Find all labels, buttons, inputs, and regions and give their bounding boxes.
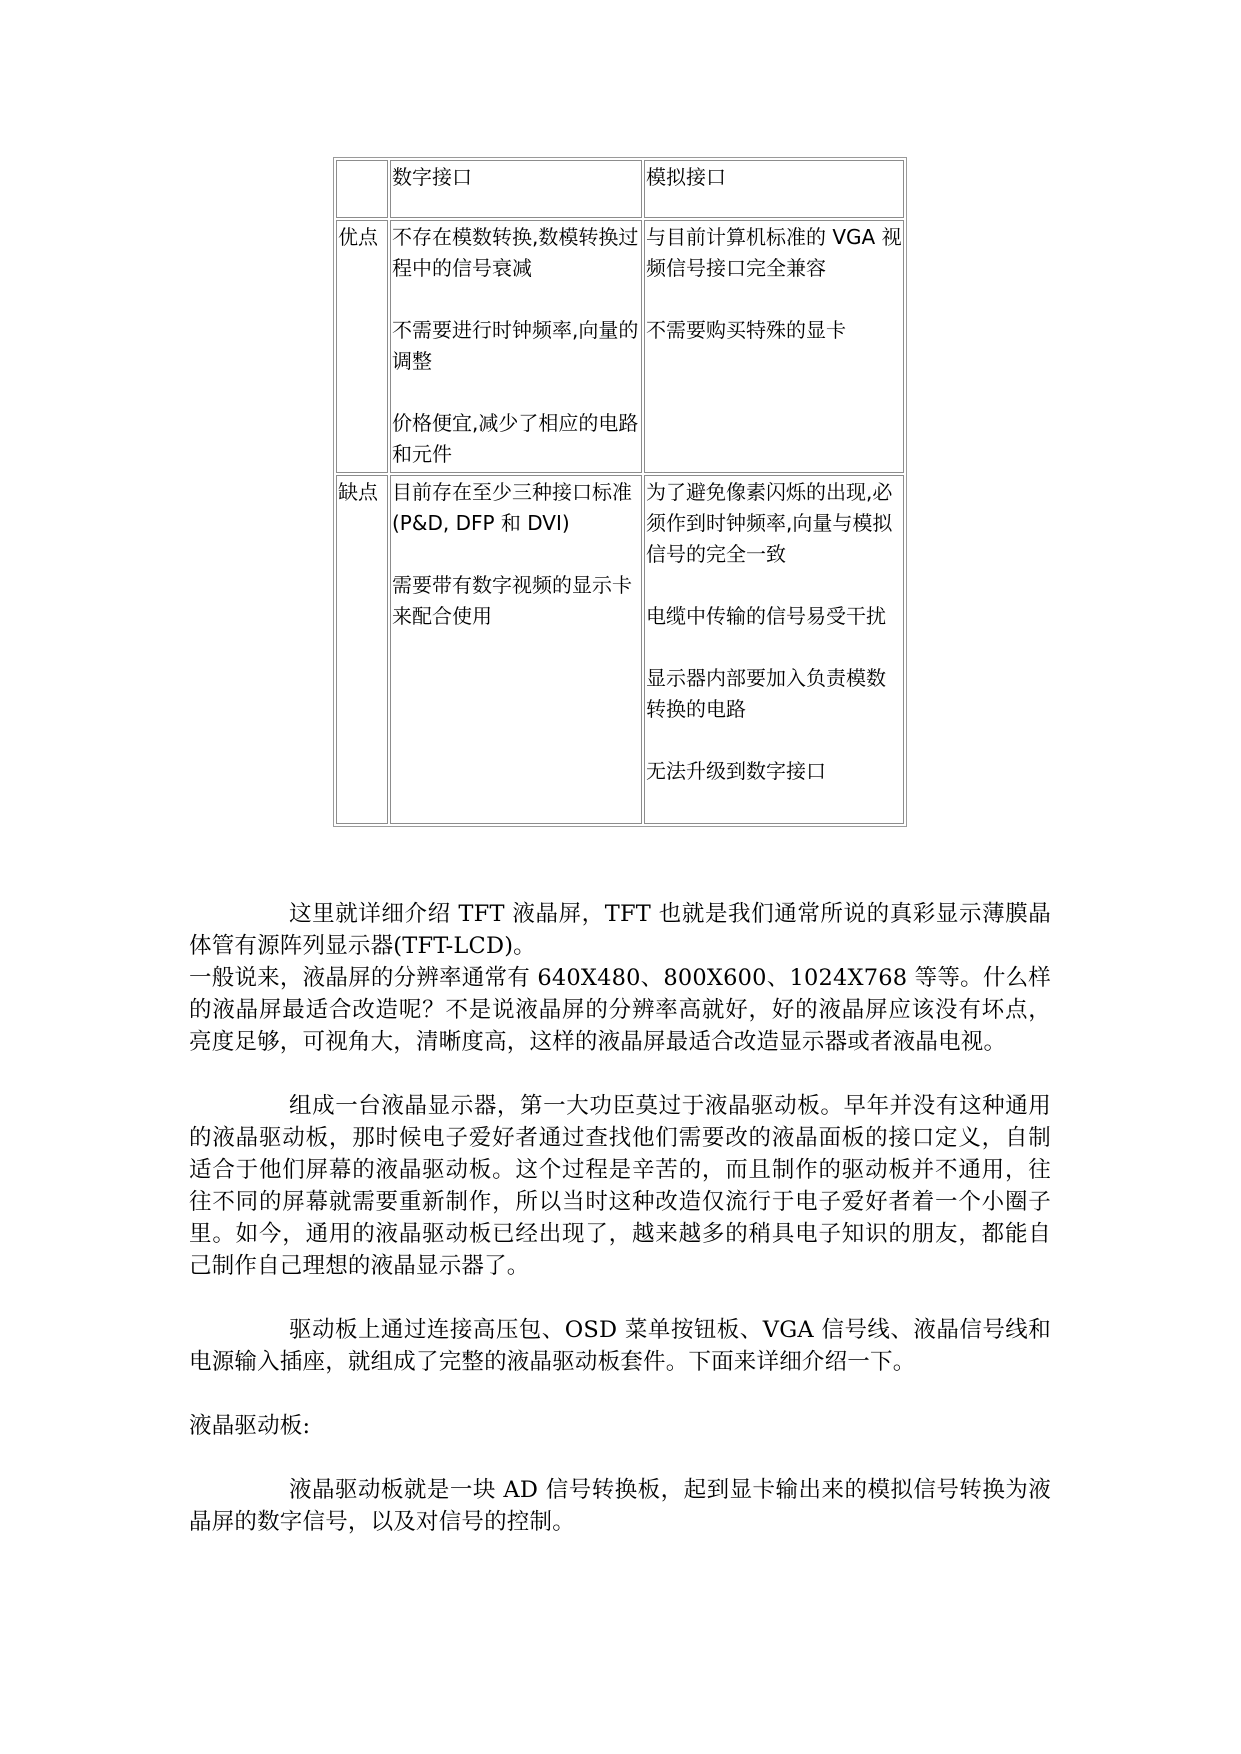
cell-item: 显示器内部要加入负责模数转换的电路 (646, 665, 886, 721)
cell-item: 不需要进行时钟频率,向量的调整 (392, 318, 639, 374)
header-analog-cell: 模拟接口 (644, 160, 904, 218)
row-label-disadvantages: 缺点 (336, 475, 388, 824)
disadvantages-digital-cell (390, 475, 642, 824)
cell-item: 不存在模数转换,数模转换过程中的信号衰减 (392, 225, 639, 281)
paragraph-gap (189, 1378, 1051, 1410)
article-body (189, 898, 1051, 1538)
cell-item: 价格便宜,减少了相应的电路和元件 (392, 411, 639, 467)
cell-item: 目前存在至少三种接口标准(P&D, DFP 和 DVI) (392, 479, 632, 535)
table-header-row (336, 160, 904, 218)
row-label-advantages: 优点 (336, 220, 388, 473)
advantages-analog-cell (644, 220, 904, 473)
disadvantages-analog-cell (644, 475, 904, 824)
paragraph-driver-board-history: 组成一台液晶显示器，第一大功臣莫过于液晶驱动板。早年并没有这种通用的液晶驱动板，那时候电子爱好者通过查找他们需要改的液晶面板的接口定义，自制适合于他们屏幕的液晶驱动板。这个过程是辛苦的，而且制作的驱动板并不通用，往往不同的屏幕就需要重新制作，所以当时这种改造仅流行于电子爱好者着一个小圈子里。如今，通用的液晶驱动板已经出现了，越来越多的稍具电子知识的朋友，都能自己制作自己理想的液晶显示器了。 (189, 1093, 1051, 1279)
section-heading-driver-board: 液晶驱动板: (189, 1413, 311, 1439)
cell-item: 需要带有数字视频的显示卡来配合使用 (392, 572, 632, 628)
paragraph-gap (189, 1058, 1051, 1090)
comparison-table-frame (333, 157, 907, 827)
table-row-disadvantages (336, 475, 904, 824)
cell-item: 不需要购买特殊的显卡 (646, 318, 846, 343)
header-blank-cell (336, 160, 388, 218)
paragraph-resolution: 一般说来，液晶屏的分辨率通常有 640X480、800X600、1024X768 等等。什么样的液晶屏最适合改造呢？不是说液晶屏的分辨率高就好，好的液晶屏应该没有坏点，亮度足够，可视角大，清晰度高，这样的液晶屏最适合改造显示器或者液晶电视。 (189, 965, 1051, 1055)
paragraph-tft-intro: 这里就详细介绍 TFT 液晶屏，TFT 也就是我们通常所说的真彩显示薄膜晶体管有源阵列显示器(TFT-LCD)。 (189, 901, 1051, 959)
cell-item: 电缆中传输的信号易受干扰 (646, 603, 886, 628)
cell-item: 与目前计算机标准的 VGA 视频信号接口完全兼容 (646, 225, 902, 281)
paragraph-gap (189, 1282, 1051, 1314)
paragraph-gap (189, 1442, 1051, 1474)
advantages-digital-cell (390, 220, 642, 473)
header-digital-cell: 数字接口 (390, 160, 642, 218)
table-row-advantages (336, 220, 904, 473)
paragraph-driver-board-function: 液晶驱动板就是一块 AD 信号转换板，起到显卡输出来的模拟信号转换为液晶屏的数字信号，以及对信号的控制。 (189, 1477, 1051, 1535)
cell-item: 为了避免像素闪烁的出现,必须作到时钟频率,向量与模拟信号的完全一致 (646, 479, 893, 566)
paragraph-driver-board-kit: 驱动板上通过连接高压包、OSD 菜单按钮板、VGA 信号线、液晶信号线和电源输入插座，就组成了完整的液晶驱动板套件。下面来详细介绍一下。 (189, 1317, 1051, 1375)
comparison-table (334, 158, 906, 826)
cell-item: 无法升级到数字接口 (646, 758, 826, 783)
